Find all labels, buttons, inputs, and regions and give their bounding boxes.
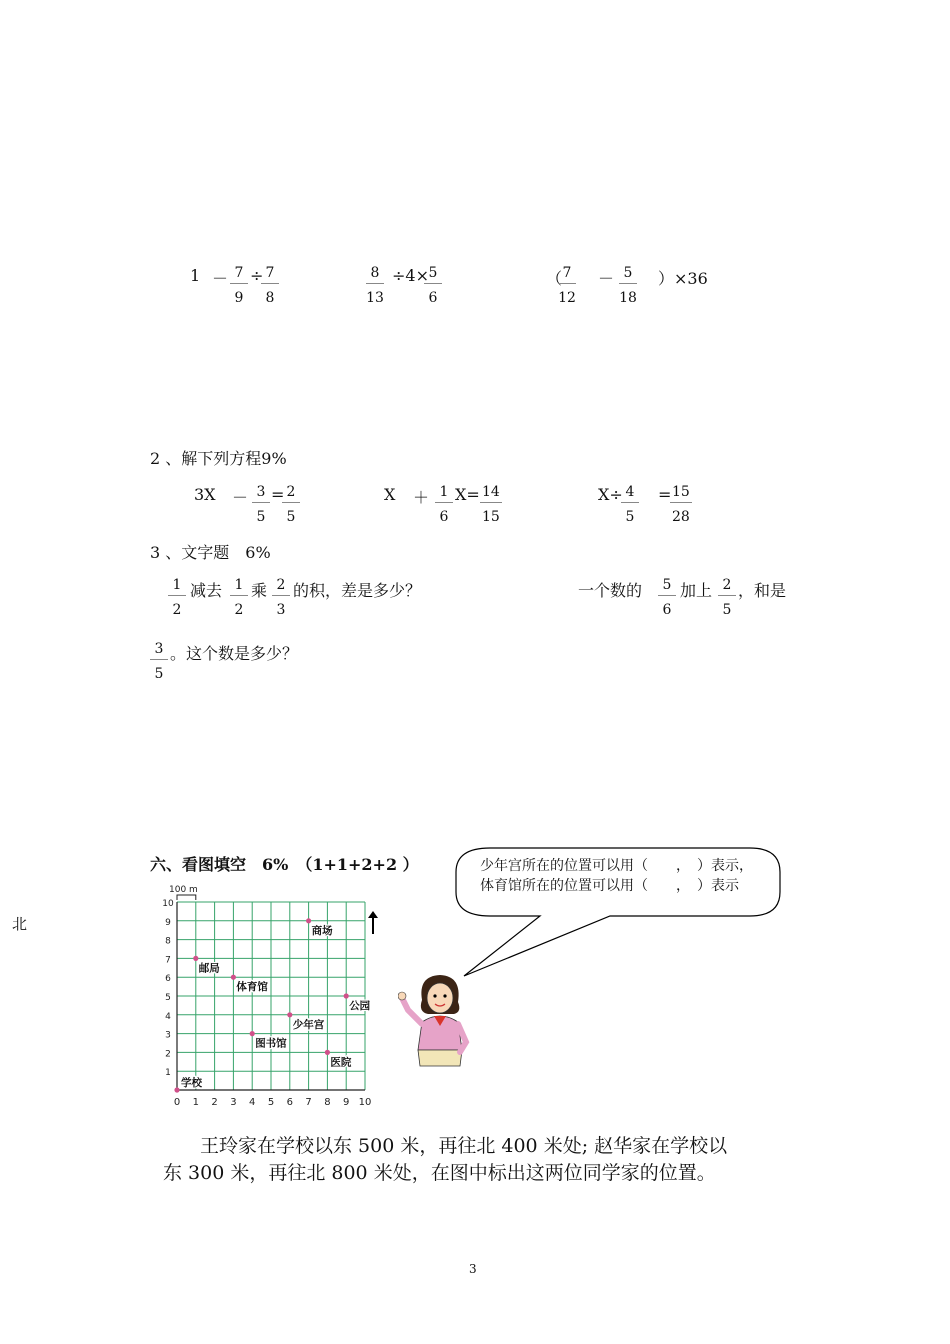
north-label: 北 [12, 915, 28, 933]
section-6-heading: 六、看图填空 6% （1+1+2+2 ） [150, 855, 419, 874]
eq2-lead: X [384, 485, 396, 504]
paragraph-line-2: 东 300 米，再往北 800 米处，在图中标出这两位同学家的位置。 [163, 1162, 716, 1184]
x-tick-label: 3 [230, 1097, 237, 1108]
coordinate-grid-map [150, 880, 385, 1115]
x-tick-label: 0 [173, 1097, 181, 1108]
p2-text-1: 一个数的 [578, 581, 643, 600]
x-tick-label: 2 [211, 1097, 218, 1108]
eq2-op: ＋ [413, 488, 430, 507]
p1-text-3: 的积，差是多少？ [293, 581, 422, 600]
girl-illustration-icon [398, 970, 478, 1070]
eq1-lead: 3X [194, 485, 216, 504]
place-label: 少年宫 [292, 1018, 325, 1031]
fraction: $\frac{1}{6}$ [435, 485, 453, 524]
eq1-op: － [232, 488, 249, 507]
fraction: $\frac{2}{5}$ [718, 578, 736, 617]
fraction: $\frac{8}{13}$ [366, 265, 384, 306]
y-tick-label: 1 [165, 1068, 171, 1079]
fraction: $\frac{7}{8}$ [261, 266, 279, 305]
y-tick-label: 3 [165, 1030, 171, 1041]
x-tick-label: 5 [267, 1097, 275, 1108]
x-tick-label: 9 [343, 1097, 350, 1108]
eq2-mid: X= [455, 485, 480, 504]
fraction: $\frac{1}{2}$ [168, 578, 186, 617]
expr2-op1: ÷4× [392, 266, 429, 285]
fraction: $\frac{5}{6}$ [658, 578, 676, 617]
y-tick-label: 10 [162, 899, 174, 909]
expr3-close: ）×36 [658, 269, 708, 288]
expr1-op1: － [212, 269, 229, 288]
place-dot [306, 918, 311, 923]
page-number: 3 [469, 1262, 477, 1276]
p1-text-1: 减去 [190, 581, 223, 600]
fraction: $\frac{1}{2}$ [230, 578, 248, 617]
section-2-heading: 2 、解下列方程9% [150, 449, 287, 468]
section-3-heading: 3 、文字题 6% [150, 543, 271, 562]
place-label: 邮局 [198, 962, 220, 975]
y-tick-label: 8 [165, 936, 171, 947]
y-tick-label: 6 [165, 974, 171, 985]
scale-label: 100 m [169, 885, 198, 895]
fraction: $\frac{14}{15}$ [482, 484, 500, 525]
fraction: $\frac{3}{5}$ [252, 485, 270, 524]
place-dot [174, 1087, 179, 1092]
place-dot [231, 975, 236, 980]
fraction: $\frac{7}{9}$ [230, 266, 248, 305]
y-tick-label: 5 [165, 993, 171, 1003]
x-tick-label: 7 [305, 1097, 312, 1108]
fraction: $\frac{2}{5}$ [282, 485, 300, 524]
fraction: $\frac{5}{6}$ [424, 266, 442, 305]
p1-text-2: 乘 [251, 581, 268, 600]
place-label: 医院 [330, 1056, 352, 1069]
place-label: 体育馆 [236, 981, 268, 994]
bubble-line-2: 体育馆所在的位置可以用（ ， ）表示 [480, 878, 739, 894]
x-tick-label: 8 [324, 1097, 331, 1108]
x-tick-label: 6 [286, 1097, 293, 1108]
place-dot [250, 1031, 255, 1036]
y-tick-label: 2 [165, 1049, 171, 1060]
eq3-lead: X÷ [598, 485, 623, 504]
p2-text-2: 加上 [680, 581, 713, 600]
p2-text-3: ，和是 [738, 581, 787, 600]
expr1-lead: 1 [190, 266, 201, 285]
y-tick-label: 7 [165, 955, 171, 966]
place-label: 学校 [181, 1077, 202, 1089]
fraction: $\frac{5}{18}$ [619, 265, 637, 306]
paragraph-line-1: 王玲家在学校以东 500 米，再往北 400 米处; 赵华家在学校以 [200, 1135, 728, 1157]
expr3-open: （ [546, 269, 563, 288]
eq1-equals: = [271, 485, 285, 504]
y-tick-label: 9 [165, 917, 171, 928]
expr1-op2: ÷ [250, 266, 264, 285]
place-dot [287, 1012, 292, 1017]
eq3-equals: = [658, 485, 672, 504]
expr3-op1: － [598, 269, 615, 288]
y-tick-label: 4 [165, 1011, 171, 1022]
bubble-text [480, 856, 780, 900]
fraction: $\frac{7}{12}$ [558, 265, 576, 306]
place-dot [325, 1050, 330, 1055]
north-arrow-icon [366, 910, 380, 936]
place-dot [344, 993, 349, 998]
x-tick-label: 1 [192, 1097, 199, 1108]
x-tick-label: 4 [249, 1097, 256, 1108]
fraction: $\frac{3}{5}$ [150, 642, 168, 681]
x-tick-label: 10 [358, 1097, 372, 1108]
bubble-line-1: 少年宫所在的位置可以用（ ， ）表示， [480, 858, 753, 874]
place-label: 图书馆 [255, 1037, 287, 1050]
scale-bracket [177, 895, 196, 900]
place-label: 公园 [349, 1000, 371, 1012]
fraction: $\frac{2}{3}$ [272, 578, 290, 617]
place-label: 商场 [311, 924, 333, 937]
place-dot [193, 956, 198, 961]
fraction: $\frac{4}{5}$ [621, 485, 639, 524]
p2-cont-text: 。这个数是多少？ [170, 644, 299, 663]
fraction: $\frac{15}{28}$ [672, 484, 690, 525]
